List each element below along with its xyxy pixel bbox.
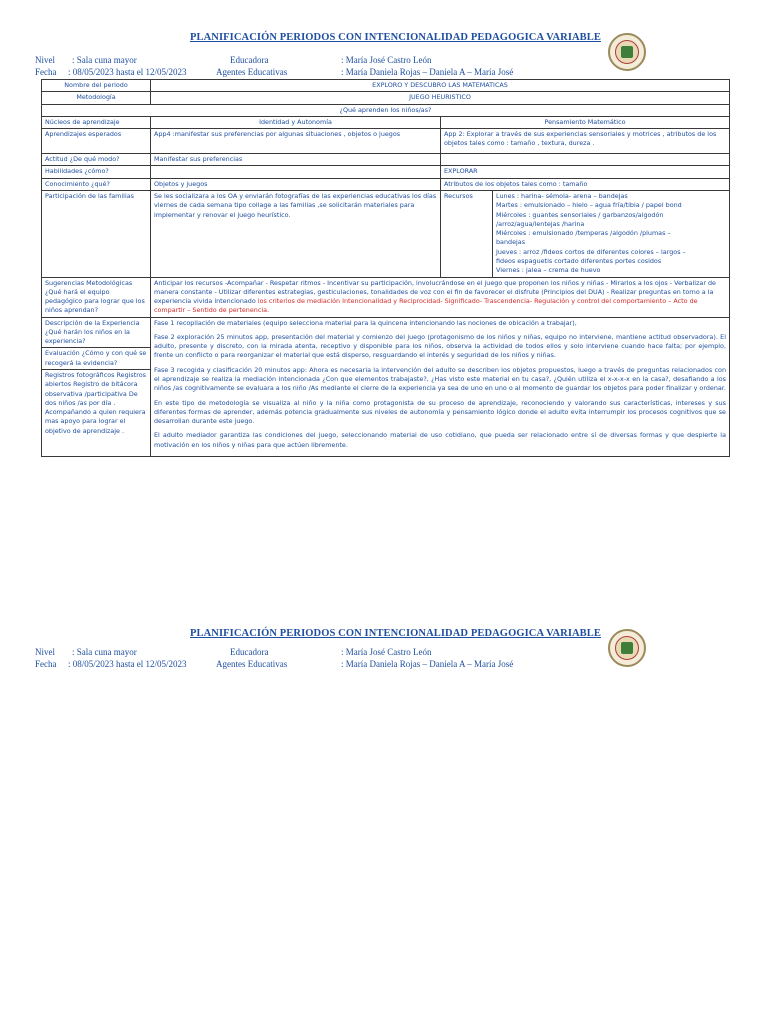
fase-2: Fase 2 exploración 25 minutos app, presentación del material y comienzo del juego (protagonismo de los niños y niñas, equipo no interviene, mantiene actitud observadora). El adulto, presente y discreto, con la mirada atenta, receptivo y disponible para los niños, observa la actividad de todos ellos y solo interviene cuando hace falta; por ejemplo, frente un conflicto o para reorganizar el material que está disperso, resguardando el interés y seguridad de los niños y niñas. <box>154 332 726 360</box>
fecha-label: Fecha <box>35 659 57 669</box>
list-item: Jueves : arroz /fideos cortos de diferentes colores – largos – <box>496 247 686 256</box>
sugerencias-criterios: los criterios de mediación Intencionalidad y Reciprocidad- Significado- Trascendencia- Regulación y control del comportamiento – Acto de compartir – Sentido de pertenencia. <box>154 297 698 315</box>
left-labels-cell <box>42 317 151 456</box>
participacion-value: Se les socializara a los OA y enviarán fotografías de las experiencias educativas los días viernes de cada semana tipo collage a las familias ,se solicitarán materiales para implementar y renovar el juego heurístico. <box>151 190 441 277</box>
conocimiento-label: Conocimiento ¿qué? <box>42 178 151 190</box>
fecha-value: : 08/05/2023 hasta el 12/05/2023 <box>68 67 187 77</box>
habilidades-value: EXPLORAR <box>441 166 730 178</box>
list-item: Miércoles : emulsionado /temperas /algodón /plumas – <box>496 229 671 238</box>
table-row <box>42 92 730 104</box>
evaluacion-label: Evaluación ¿Cómo y con qué se recogerá la evidencia? <box>42 348 150 370</box>
list-item: /arroz/agua/lentejas /harina <box>496 219 585 228</box>
list-item: fideos espaguetis cortado diferentes portes cosidos <box>496 256 662 265</box>
table-row <box>42 317 730 456</box>
aprendizaje-2: App 2: Explorar a través de sus experiencias sensoriales y motrices , atributos de los objetos tales como : tamaño , textura, dureza . <box>441 129 730 154</box>
list-item: bandejas <box>496 238 526 247</box>
agentes-value: : María Daniela Rojas – Daniela A – María José <box>341 659 514 669</box>
nivel-value: : Sala cuna mayor <box>72 647 137 657</box>
educadora-label: Educadora <box>230 55 269 65</box>
planning-table <box>41 79 730 457</box>
list-item: Viernes : jalea – crema de huevo <box>496 266 601 275</box>
educadora-value: : María José Castro León <box>341 55 432 65</box>
metodologia-value: JUEGO HEURISTICO <box>151 92 730 104</box>
table-row <box>42 129 730 154</box>
school-seal-icon <box>608 33 646 71</box>
nucleo-identidad: Identidad y Autonomía <box>151 116 441 128</box>
table-row <box>42 116 730 128</box>
school-seal-icon <box>608 629 646 667</box>
fecha-value: : 08/05/2023 hasta el 12/05/2023 <box>68 659 187 669</box>
table-row <box>42 190 730 277</box>
document-title: PLANIFICACIÓN PERIODOS CON INTENCIONALIDAD PEDAGOGICA VARIABLE <box>190 32 601 43</box>
parrafo-mediador: El adulto mediador garantiza las condiciones del juego, seleccionando material de uso cotidiano, que pueda ser relacionado entre sí de diversas formas y que despierte la motivación en los niños y niñas para que actúen libremente. <box>154 431 726 449</box>
list-item: Lunes : harina- sémola- arena – bandejas <box>496 191 628 200</box>
habilidades-empty <box>151 166 441 178</box>
educadora-label: Educadora <box>230 647 269 657</box>
sugerencias-label: Sugerencias Metodológicas ¿Qué hará el equipo pedagógico para lograr que los niños aprendan? <box>42 277 151 317</box>
list-item: Martes : emulsionado – hielo – agua fría/tibia / papel bond <box>496 201 682 210</box>
table-row <box>42 80 730 92</box>
metodologia-label: Metodología <box>42 92 151 104</box>
descripcion-label: Descripción de la Experiencia ¿Qué harán los niños en la experiencia? <box>42 318 150 349</box>
periodo-label: Nombre del periodo <box>42 80 151 92</box>
recursos-list <box>493 190 730 277</box>
nucleo-pensamiento: Pensamiento Matemático <box>441 116 730 128</box>
table-row <box>42 104 730 116</box>
sugerencias-value <box>151 277 730 317</box>
table-row <box>42 178 730 190</box>
nivel-label: Nivel <box>35 647 55 657</box>
document-title: PLANIFICACIÓN PERIODOS CON INTENCIONALIDAD PEDAGOGICA VARIABLE <box>190 628 601 639</box>
fase-1: Fase 1 recopilación de materiales (equipo selecciona material para la quincena intencionando las nociones de obicación a trabajar), <box>154 318 577 327</box>
aprendizaje-1: App4 :manifestar sus preferencias por algunas situaciones , objetos o juegos <box>151 129 441 154</box>
nivel-value: : Sala cuna mayor <box>72 55 137 65</box>
fase-3: Fase 3 recogida y clasificación 20 minutos app: Ahora es necesaria la intervención del adulto se describen los objetos propuestos, luego a través de preguntas relacionados con el aprendizaje se realiza la mediación intencionada ¿Con que elementos trabajaste?, ¿Has visto este material en tu casa?, ¿Quién utiliza el x-x-x-x en la casa?, desafiando a los niños /as cognitivamente se evaluara a los niño /As mediante el cierre de la experiencia ya sea de uno en uno o al momento de guardar los objetos para poder finalizar y ordenar. <box>154 365 726 393</box>
sugerencias-text: Anticipar los recursos -Acompañar - Respetar ritmos - Incentivar su participación, involucrándose en el juego que proponen los niños y niñas - Mirarlos a los ojos - Verbalizar de manera constante - Utilizar diferentes estrategias, gesticulaciones, tonalidades de voz con el fin de favorecer el disfrute (Principios del DUA) - Realizar preguntas en torno a la experiencia vivida intencionado <box>154 278 716 306</box>
participacion-label: Participación de las familias <box>42 190 151 277</box>
periodo-value: EXPLORO Y DESCUBRO LAS MATEMATICAS <box>151 80 730 92</box>
que-aprenden-heading: ¿Qué aprenden los niños/as? <box>42 104 730 116</box>
actitud-empty <box>441 154 730 166</box>
conocimiento-2: Atributos de los objetos tales como : tamaño <box>441 178 730 190</box>
habilidades-label: Habilidades ¿cómo? <box>42 166 151 178</box>
list-item: Miércoles : guantes sensoriales / garbanzos/algodón <box>496 210 664 219</box>
table-row <box>42 166 730 178</box>
table-row <box>42 277 730 317</box>
fecha-label: Fecha <box>35 67 57 77</box>
agentes-label: Agentes Educativas <box>216 659 288 669</box>
table-row <box>42 154 730 166</box>
agentes-label: Agentes Educativas <box>216 67 288 77</box>
educadora-value: : María José Castro León <box>341 647 432 657</box>
nucleos-label: Núcleos de aprendizaje <box>42 116 151 128</box>
recursos-label: Recursos <box>441 190 493 277</box>
descripcion-value <box>151 317 730 456</box>
aprendizajes-label: Aprendizajes esperados <box>42 129 151 154</box>
registros-label: Registros fotográficos Registros abiertos Registro de bitácora observativa /participativa De dos niños /as por día . Acompañando a quien requiera mas apoyo para lograr el objetivo de aprendizaje . <box>45 371 146 435</box>
nivel-label: Nivel <box>35 55 55 65</box>
actitud-value: Manifestar sus preferencias <box>151 154 441 166</box>
conocimiento-1: Objetos y juegos <box>151 178 441 190</box>
parrafo-protagonista: En este tipo de metodología se visualiza al niño y la niña como protagonista de su proceso de aprendizaje, reconociendo y valorando sus características, intereses y sus diferentes formas de aprender, además potencia gradualmente sus niveles de autonomía y pensamiento lógico donde el adulto evita interrumpir los procesos cognitivos que se desarrollan durante este juego. <box>154 398 726 426</box>
actitud-label: Actitud ¿De qué modo? <box>42 154 151 166</box>
agentes-value: : María Daniela Rojas – Daniela A – María José <box>341 67 514 77</box>
